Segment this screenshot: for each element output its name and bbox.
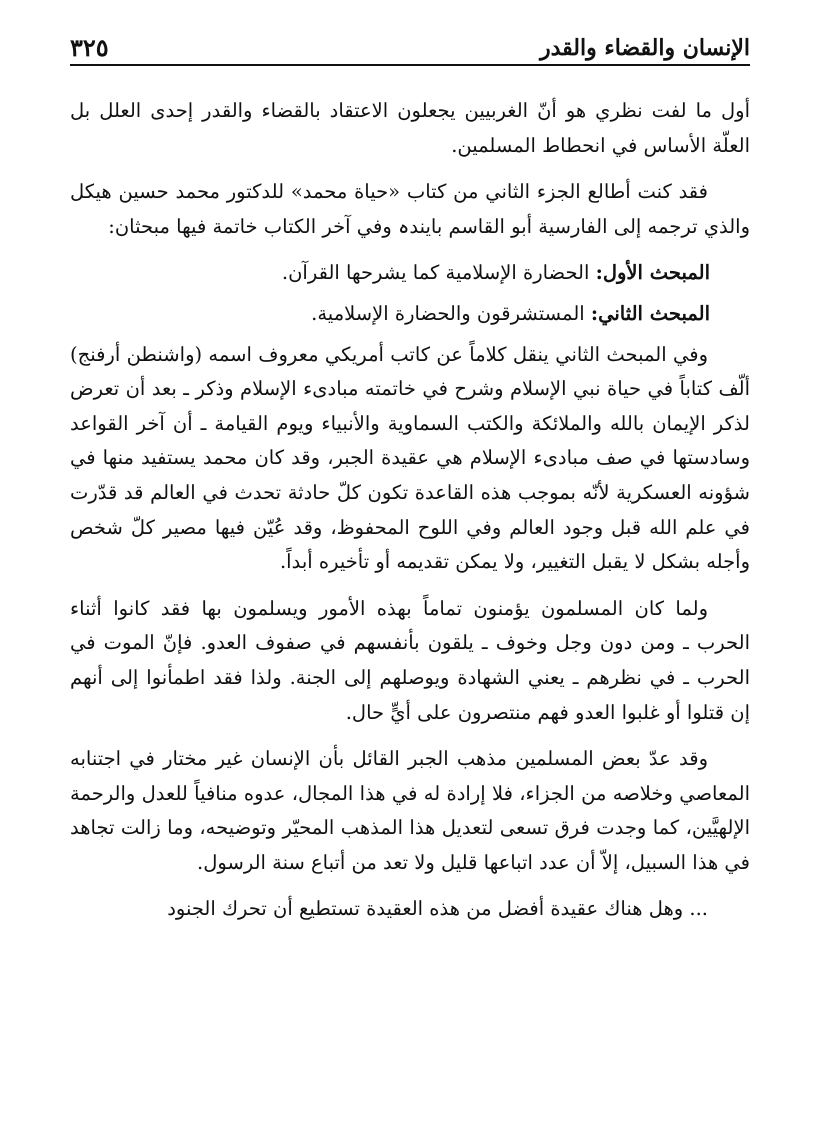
paragraph-3: وفي المبحث الثاني ينقل كلاماً عن كاتب أمريكي معروف اسمه (واشنطن أرفنج) ألّف كتاباً في حياة نبي الإسلام وشرح في خاتمته مبادىء الإسلام وذكر ـ بعد أن تعرض لذكر الإيمان بالله والملائكة والكتب السماوية والأنبياء ويوم القيامة ـ أن آخر القواعد وسادستها في صف مبادىء الإسلام هي عقيدة الجبر، وقد كان محمد يستفيد منها في شؤونه العسكرية لأنّه بموجب هذه القاعدة تكون كلّ حادثة تحدث في العالم قد قدّرت في علم الله قبل وجود العالم وفي اللوح المحفوظ، وقد عُيّن فيها مصير كلّ شخص وأجله بشكل لا يقبل التغيير، ولا يمكن تقديمه أو تأخيره أبداً. (70, 342, 750, 574)
page-number: ٣٢٥ (70, 33, 109, 62)
paragraph-4: ولما كان المسلمون يؤمنون تماماً بهذه الأمور ويسلمون بها فقد كانوا أثناء الحرب ـ ومن دون وجل وخوف ـ يلقون بأنفسهم في صفوف العدو. فإنّ الموت في الحرب ـ في نظرهم ـ يعني الشهادة ويوصلهم إلى الجنة. ولذا فقد اطمأنوا إلى أنهم إن قتلوا أو غلبوا العدو فهم منتصرون على أيٍّ حال. (70, 596, 750, 724)
header-rule (70, 64, 750, 66)
page-header (70, 24, 750, 62)
section-item-1-label: المبحث الأول: (595, 261, 710, 285)
page-body (70, 94, 750, 939)
section-item-2-text: المستشرقون والحضارة الإسلامية. (311, 301, 585, 325)
paragraph-5: وقد عدّ بعض المسلمين مذهب الجبر القائل بأن الإنسان غير مختار في اجتنابه المعاصي وخلاصه من الجزاء، فلا إرادة له في هذا المجال، عدوه منافياً للعدل والرحمة الإلهيَّين، كما وجدت فرق تسعى لتعديل هذا المذهب المحيّر وتوضيحه، وما زالت تجاهد في هذا السبيل، إلاّ أن عدد اتباعها قليل ولا تعد من أتباع سنة الرسول. (70, 747, 750, 874)
section-item-2 (70, 297, 750, 332)
section-item-1-text: الحضارة الإسلامية كما يشرحها القرآن. (281, 261, 590, 285)
paragraph-2: فقد كنت أطالع الجزء الثاني من كتاب «حياة محمد» للدكتور محمد حسين هيكل والذي ترجمه إلى الفارسية أبو القاسم بايندہ وفي آخر الكتاب خاتمة فيها مبحثان: (70, 180, 750, 238)
running-title: الإنسان والقضاء والقدر (539, 35, 750, 61)
paragraph-6: ... وهل هناك عقيدة أفضل من هذه العقيدة تستطيع أن تحرك الجنود (167, 897, 708, 921)
paragraph-1: أول ما لفت نظري هو أنّ الغربيين يجعلون الاعتقاد بالقضاء والقدر إحدى العلل بل العلّة الأساس في انحطاط المسلمين. (70, 99, 750, 157)
section-item-1 (70, 256, 750, 291)
section-item-2-label: المبحث الثاني: (590, 301, 710, 325)
